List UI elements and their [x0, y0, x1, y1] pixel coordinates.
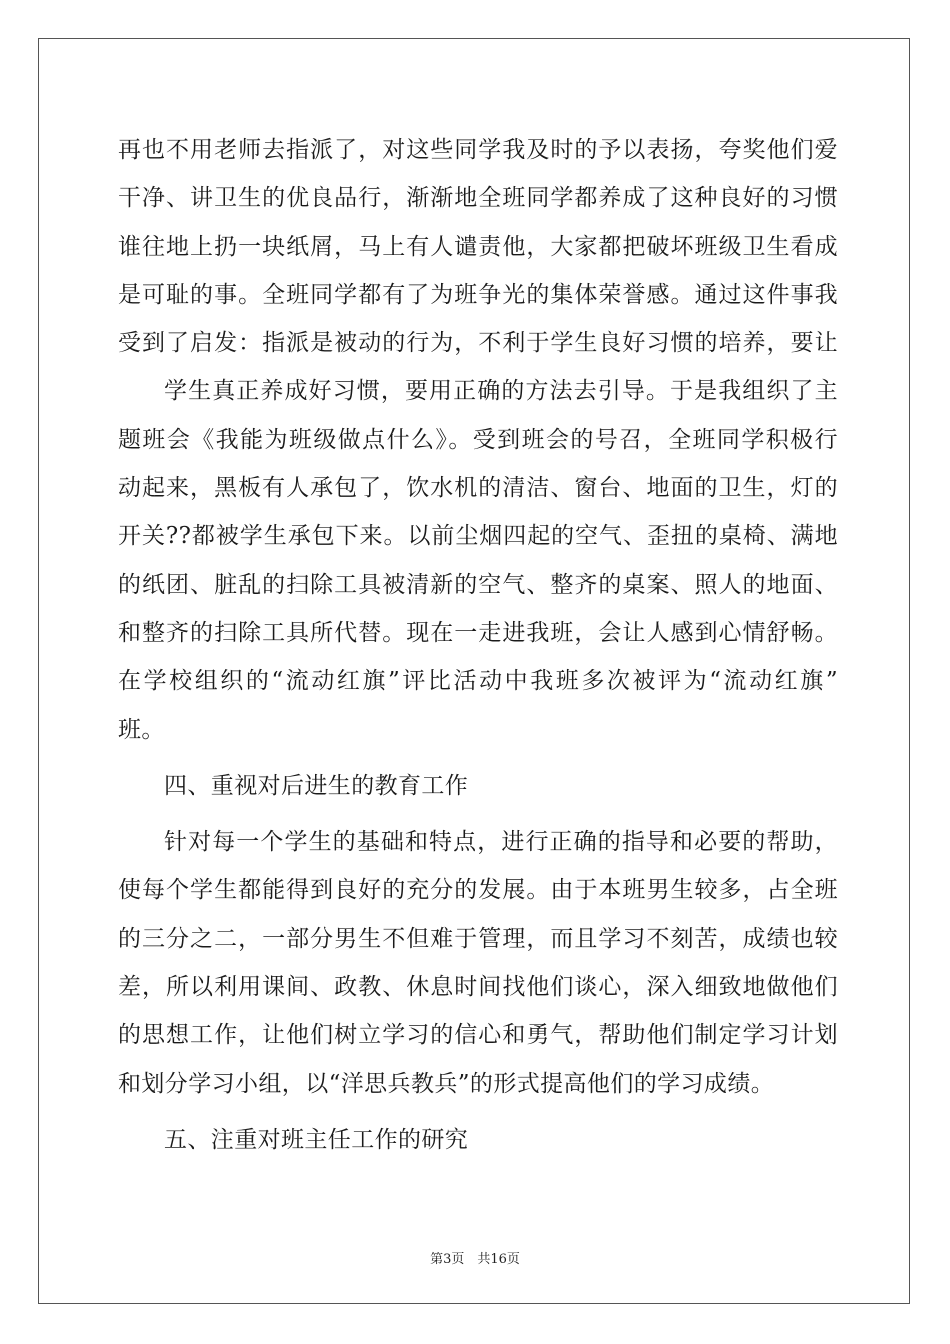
paragraph-line: 在学校组织的“流动红旗”评比活动中我班多次被评为“流动红旗” — [118, 668, 838, 695]
paragraph-line: 题班会《我能为班级做点什么》。受到班会的号召，全班同学积极行 — [118, 426, 838, 453]
paragraph-line: 和划分学习小组，以“洋思兵教兵”的形式提高他们的学习成绩。 — [118, 1070, 775, 1097]
paragraph-line: 开关??都被学生承包下来。以前尘烟四起的空气、歪扭的桌椅、满地 — [118, 523, 838, 550]
paragraph-line: 学生真正养成好习惯，要用正确的方法去引导。于是我组织了主 — [164, 378, 838, 405]
paragraph-line: 再也不用老师去指派了，对这些同学我及时的予以表扬，夸奖他们爱 — [118, 137, 838, 163]
section-heading: 四、重视对后进生的教育工作 — [164, 772, 469, 799]
paragraph-line: 谁往地上扔一块纸屑，马上有人谴责他，大家都把破坏班级卫生看成 — [118, 233, 838, 260]
paragraph-line: 和整齐的扫除工具所代替。现在一走进我班，会让人感到心情舒畅。 — [118, 619, 838, 646]
paragraph-line: 使每个学生都能得到良好的充分的发展。由于本班男生较多，占全班 — [118, 877, 838, 904]
paragraph-line: 干净、讲卫生的优良品行，渐渐地全班同学都养成了这种良好的习惯 — [118, 185, 838, 212]
paragraph-line: 差，所以利用课间、政教、休息时间找他们谈心，深入细致地做他们 — [118, 974, 838, 1001]
paragraph-line: 的纸团、脏乱的扫除工具被清新的空气、整齐的桌案、照人的地面、 — [118, 571, 838, 598]
document-body — [118, 126, 838, 1172]
section-heading: 五、注重对班主任工作的研究 — [164, 1126, 469, 1153]
paragraph-line: 动起来，黑板有人承包了，饮水机的清洁、窗台、地面的卫生，灯的 — [118, 475, 838, 502]
paragraph-line: 受到了启发：指派是被动的行为，不利于学生良好习惯的培养，要让 — [118, 330, 838, 357]
page-number: 第3页 共16页 — [430, 1252, 520, 1267]
paragraph-line: 班。 — [118, 716, 165, 743]
paragraph-line: 针对每一个学生的基础和特点，进行正确的指导和必要的帮助， — [164, 829, 838, 856]
paragraph-line: 的三分之二，一部分男生不但难于管理，而且学习不刻苦，成绩也较 — [118, 925, 838, 952]
paragraph-line: 是可耻的事。全班同学都有了为班争光的集体荣誉感。通过这件事我 — [118, 281, 838, 308]
paragraph-line: 的思想工作，让他们树立学习的信心和勇气，帮助他们制定学习计划 — [118, 1022, 838, 1049]
